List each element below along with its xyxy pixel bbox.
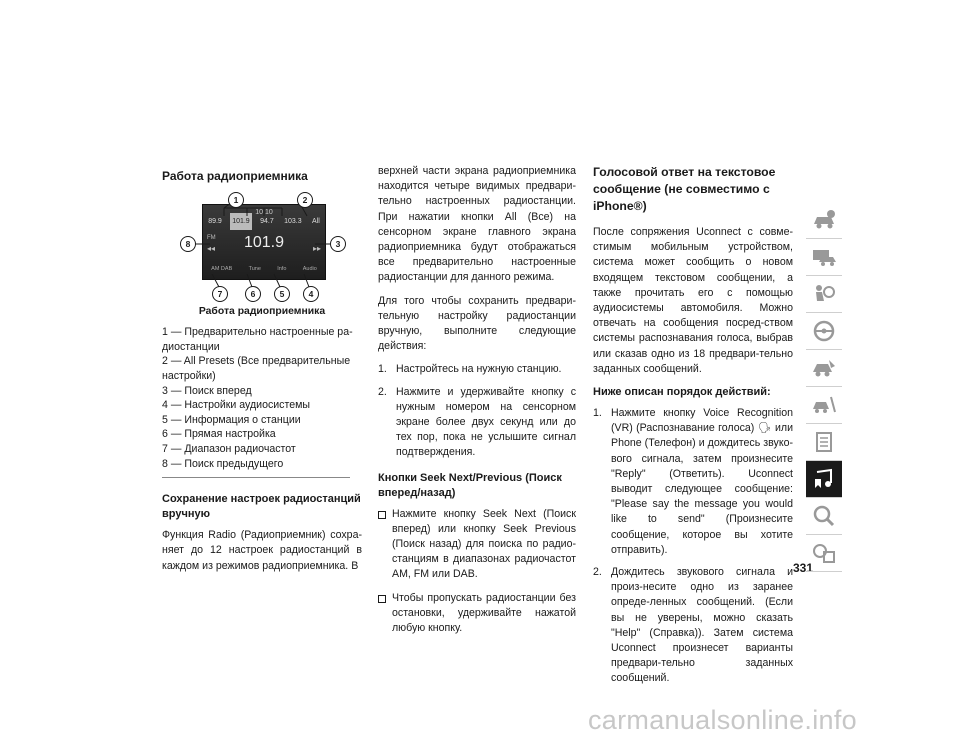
bullet-item: Чтобы пропускать радиостанции без остановки, удерживайте нажатой любую кнопку. [378, 591, 576, 637]
car-tools-icon [811, 394, 837, 416]
list-item: 2. Дождитесь звукового сигнала и произ-несите одно из заранее опреде-ленных сообщений. (Если вы не уверены, можно сказать "Help" (Справка)). Затем система Uconnect произнесет варианты предвари-тельно заданных сообщений. [593, 566, 793, 685]
car-crash-icon [811, 357, 837, 379]
tab-specs[interactable] [806, 424, 842, 461]
paragraph: верхней части экрана радиоприемника находится четыре видимых предвари-тельно настроенных радиостанции. При нажатии кнопки All (Все) на сенсорном экране главного экрана радиоприемника будут отображаться все предварительно настроенные радиостанции для данного режима. [378, 165, 576, 284]
legend-item: 7 — Диапазон радиочастот [162, 442, 296, 455]
seek-forward-icon: ▸▸ [312, 244, 321, 253]
tab-car-info[interactable] [806, 202, 842, 239]
list-item: 1. Настройтесь на нужную станцию. [378, 363, 562, 376]
preset-1: 89.9 [208, 218, 222, 225]
tab-driving[interactable] [806, 313, 842, 350]
checklist-icon [811, 431, 837, 453]
section-title-manual-save: Сохранение настроек радиостанций вручную [162, 493, 361, 521]
screen-audio-button: Audio [302, 265, 317, 272]
section-title-voice-reply: Голосовой ответ на текстовое сообщение (не совместимо с iPhone®) [593, 165, 776, 213]
preset-3: 94.7 [260, 218, 274, 225]
bullet-item: Нажмите кнопку Seek Next (Поиск вперед) или кнопку Seek Previous (Поиск назад) для поиска по радио-станциям в диапазонах радиочастот AM, FM или DAB. [378, 507, 576, 583]
callout-4: 4 [303, 286, 319, 302]
checkbox-bullet-icon [378, 595, 386, 603]
callout-2: 2 [297, 192, 313, 208]
callout-1: 1 [228, 192, 244, 208]
tab-safety[interactable] [806, 276, 842, 313]
multimedia-icon [811, 468, 837, 490]
legend-item: 8 — Поиск предыдущего [162, 457, 284, 470]
legend-item: 4 — Настройки аудиосистемы [162, 399, 311, 412]
magnifier-icon [811, 505, 837, 527]
screen-tune-button: Tune [248, 265, 261, 272]
section-title-radio: Работа радиоприемника [162, 169, 308, 183]
column-left [162, 168, 362, 582]
legend-item: 5 — Информация о станции [162, 413, 301, 426]
screen-info-button: Info [277, 265, 287, 272]
legend-item: 2 — All Presets (Все предварительные настройки) [162, 355, 351, 382]
tab-index[interactable] [806, 498, 842, 535]
watermark: carmanualsonline.info [588, 705, 857, 735]
callout-6: 6 [245, 286, 261, 302]
paragraph: После сопряжения Uconnect с совме-стимым мобильным устройством, система может сообщить о новом входящем текстовом сообщении, а также прочитать его с помощью аудиосистемы автомобиля. Можно отвечать на сообщения посред-ством системы распознавания голоса, выбрав или сказав одно из 18 предвари-тельно заданных сообщений. [593, 226, 793, 375]
radio-figure [162, 194, 362, 302]
callout-3: 3 [330, 236, 346, 252]
tab-emergency[interactable] [806, 350, 842, 387]
legend-list [162, 325, 362, 471]
car-info-icon [811, 209, 837, 231]
legend-item: 1 — Предварительно настроенные ра-диостанции [162, 326, 353, 353]
language-icon [811, 542, 837, 564]
checkbox-bullet-icon [378, 511, 386, 519]
steering-wheel-icon [811, 320, 837, 342]
preset-4: 103.3 [284, 218, 302, 225]
page-number: 331 [793, 561, 814, 575]
screen-band-button: AM DAB [211, 265, 233, 272]
screen-top-number: 10 10 [255, 209, 273, 216]
car-mail-icon [811, 246, 837, 268]
paragraph: Функция Radio (Радиоприемник) сохра-няет до 12 настроек радиостанций в каждом из режимов радиоприемника. В [162, 529, 362, 572]
paragraph: Для того чтобы сохранить предвари-тельную настройку радиостанции вручную, выполните следующие действия: [378, 294, 576, 353]
legend-item: 3 — Поиск вперед [162, 384, 252, 397]
callout-7: 7 [212, 286, 228, 302]
list-item: 2. Нажмите и удерживайте кнопку с нужным номером на сенсорном экране более двух секунд или до тех пор, пока не услышите сигнал подтверждения. [378, 385, 576, 459]
tab-service[interactable] [806, 387, 842, 424]
list-item: 1. Нажмите кнопку Voice Recognition (VR) (Распознавание голоса) 🗣 или Phone (Телефон) и дождитесь звуко-вого сигнала, затем произнесите "Reply" (Ответить). Uconnect выводит следующее сообщение: "Please say the message you would like to send" (Произнесите сообщение, которое вы хотите отправить). [593, 407, 793, 556]
callout-5: 5 [274, 286, 290, 302]
subsection-title: Ниже описан порядок действий: [593, 386, 771, 399]
screen-band: FM [207, 235, 216, 241]
column-middle [378, 164, 576, 644]
legend-item: 6 — Прямая настройка [162, 428, 276, 441]
callout-8: 8 [180, 236, 196, 252]
seek-back-icon: ◂◂ [207, 244, 216, 253]
screen-frequency: 101.9 [243, 234, 285, 251]
tab-language[interactable] [806, 535, 842, 572]
airbag-person-icon [811, 283, 837, 305]
preset-all: All [312, 218, 320, 225]
preset-2: 101.9 [230, 213, 252, 230]
figure-caption: Работа радиоприемника [198, 306, 326, 317]
chapter-tabs [806, 202, 842, 572]
tab-multimedia[interactable] [806, 461, 842, 498]
section-title-seek: Кнопки Seek Next/Previous (Поиск вперед/назад) [378, 471, 562, 499]
column-right [593, 165, 793, 694]
divider [162, 477, 350, 478]
tab-car-mail[interactable] [806, 239, 842, 276]
